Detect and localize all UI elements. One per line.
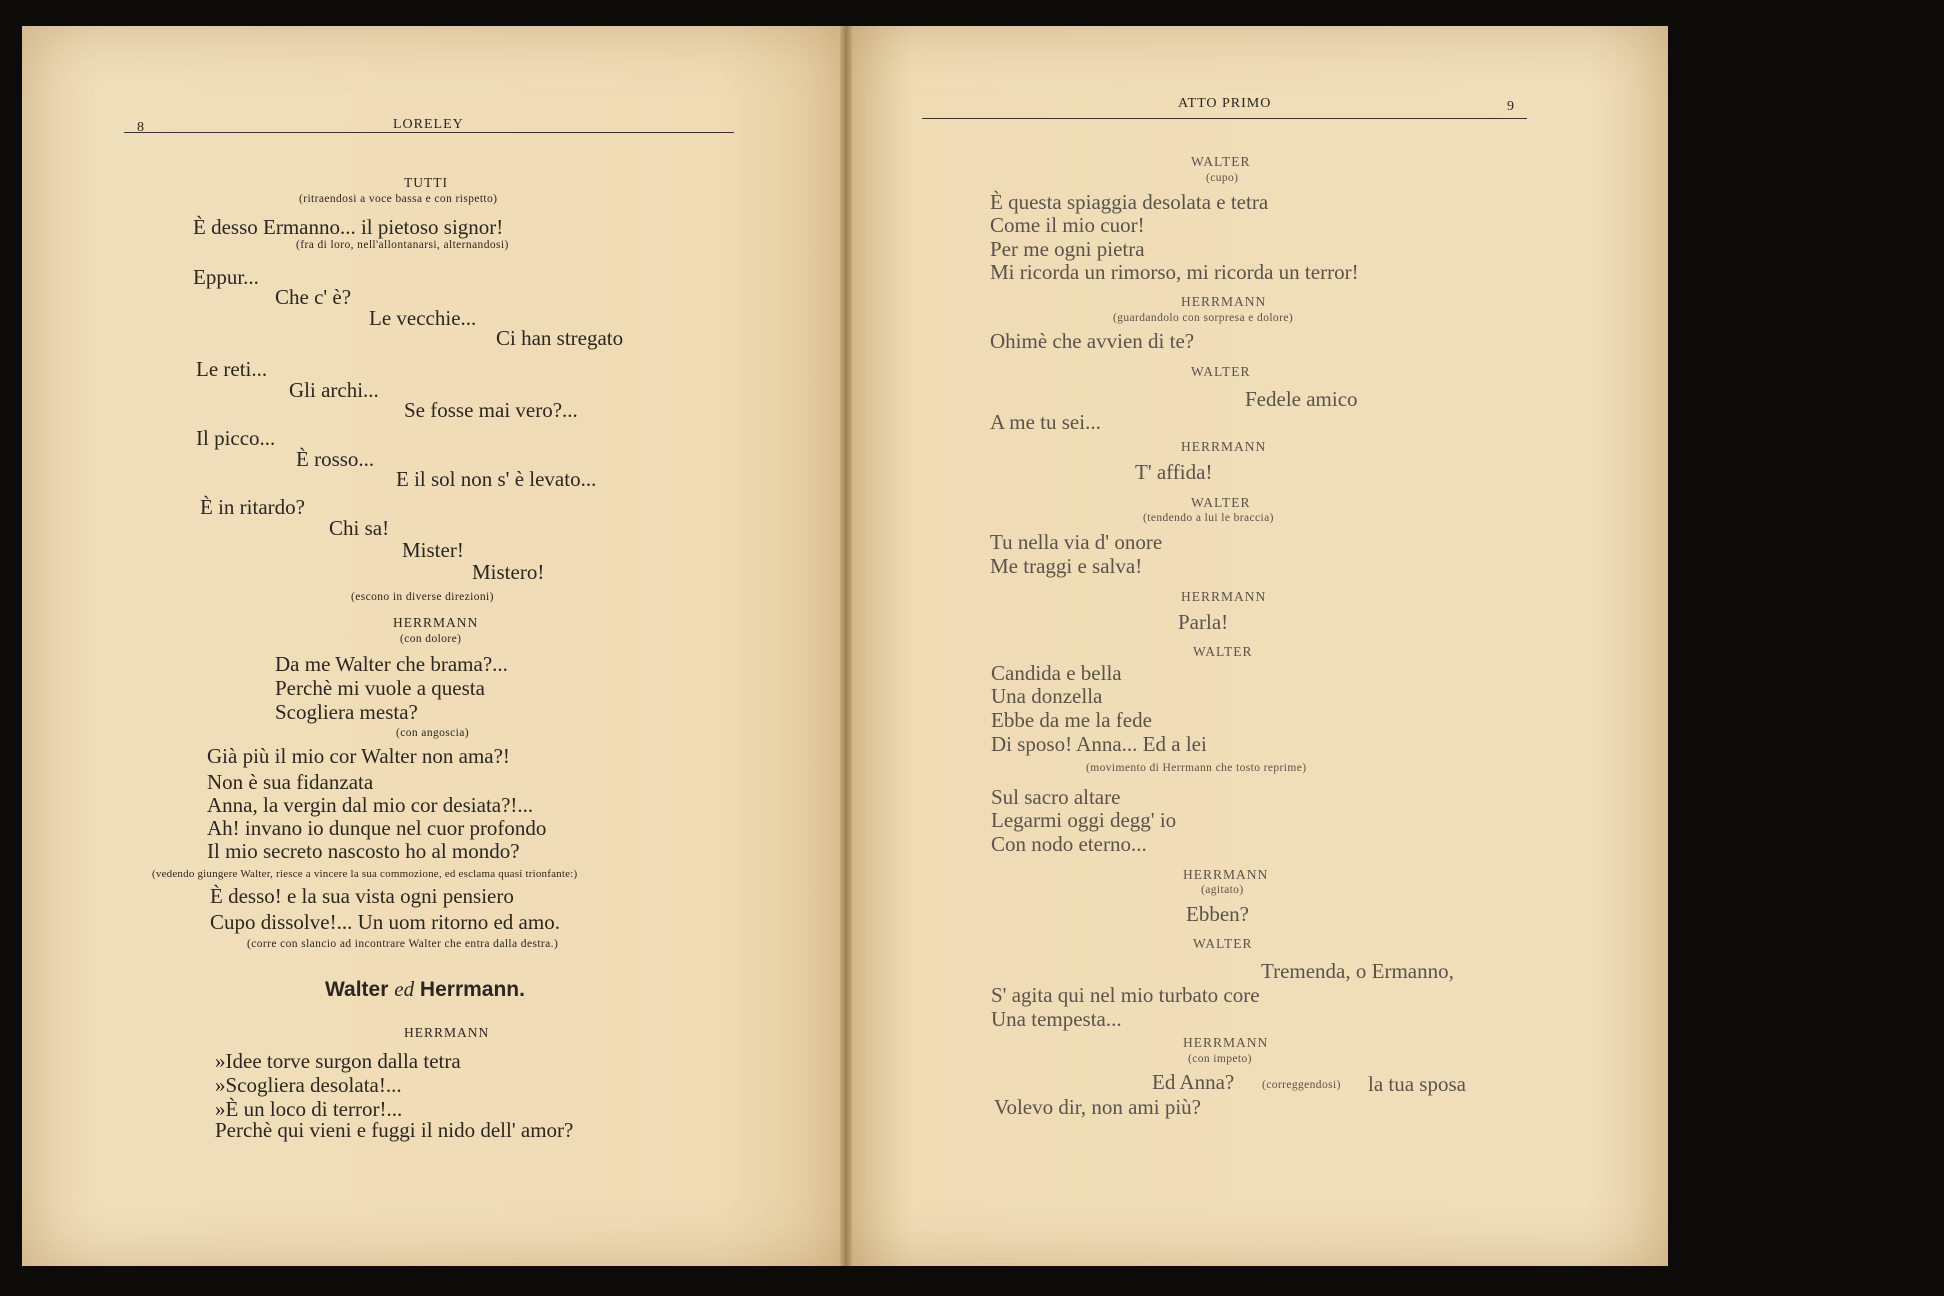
- book-gutter: [840, 26, 852, 1266]
- running-title-left: LORELEY: [393, 117, 464, 132]
- verse-line: Una donzella: [991, 684, 1103, 708]
- scene-heading-character: Walter: [325, 978, 389, 1001]
- verse-line: Ohimè che avvien di te?: [990, 329, 1195, 353]
- verse-line: la tua sposa: [1368, 1072, 1466, 1096]
- stage-direction: (vedendo giungere Walter, riesce a vincere la sua commozione, ed esclama quasi trionfante:): [152, 868, 578, 880]
- stage-direction: (guardandolo con sorpresa e dolore): [1113, 312, 1294, 324]
- speaker-label: TUTTI: [404, 175, 448, 190]
- verse-line: Scogliera mesta?: [275, 700, 418, 724]
- verse-line: Se fosse mai vero?...: [404, 398, 578, 422]
- verse-line: Me traggi e salva!: [990, 554, 1143, 578]
- verse-line: Ebbe da me la fede: [991, 708, 1152, 732]
- verse-line: Mister!: [402, 538, 464, 562]
- stage-direction: (con impeto): [1188, 1053, 1252, 1065]
- speaker-label: HERRMANN: [1183, 867, 1269, 882]
- verse-line: Le reti...: [196, 357, 268, 381]
- scene-heading: [325, 979, 525, 1000]
- verse-line: Perchè qui vieni e fuggi il nido dell' amor?: [215, 1118, 574, 1142]
- verse-line: Ci han stregato: [496, 326, 624, 350]
- stage-direction: (cupo): [1206, 172, 1239, 184]
- verse-line: Il mio secreto nascosto ho al mondo?: [207, 839, 520, 863]
- scene-heading-character: Herrmann.: [419, 978, 525, 1001]
- running-title-right: ATTO PRIMO: [1178, 96, 1272, 111]
- verse-line: Parla!: [1178, 610, 1229, 634]
- stage-direction: (con dolore): [400, 633, 462, 645]
- stage-direction: (con angoscia): [396, 727, 469, 739]
- stage-direction: (tendendo a lui le braccia): [1143, 512, 1274, 524]
- speaker-label: HERRMANN: [404, 1025, 490, 1040]
- speaker-label: HERRMANN: [1181, 439, 1267, 454]
- speaker-label: WALTER: [1193, 644, 1253, 659]
- speaker-label: HERRMANN: [1181, 294, 1267, 309]
- verse-line: Eppur...: [193, 265, 259, 289]
- verse-line: A me tu sei...: [990, 410, 1101, 434]
- verse-line: Chi sa!: [329, 516, 390, 540]
- verse-line: Con nodo eterno...: [991, 832, 1147, 856]
- speaker-label: HERRMANN: [1183, 1035, 1269, 1050]
- page-number-left: 8: [137, 120, 145, 135]
- left-page: [22, 26, 846, 1266]
- page-number-right: 9: [1507, 99, 1515, 114]
- stage-direction: (fra di loro, nell'allontanarsi, alternandosi): [296, 239, 509, 251]
- verse-line: Non è sua fidanzata: [207, 770, 374, 794]
- header-rule-right: [922, 118, 1527, 119]
- verse-line: È desso! e la sua vista ogni pensiero: [210, 884, 514, 908]
- verse-line: Tremenda, o Ermanno,: [1261, 959, 1454, 983]
- speaker-label: WALTER: [1191, 364, 1251, 379]
- speaker-label: WALTER: [1191, 495, 1251, 510]
- verse-line: Perchè mi vuole a questa: [275, 676, 485, 700]
- verse-line: Mistero!: [472, 560, 545, 584]
- verse-line: Da me Walter che brama?...: [275, 652, 508, 676]
- speaker-label: WALTER: [1191, 154, 1251, 169]
- stage-direction: (ritraendosi a voce bassa e con rispetto): [299, 193, 498, 205]
- verse-line: Tu nella via d' onore: [990, 530, 1163, 554]
- verse-line: Di sposo! Anna... Ed a lei: [991, 732, 1207, 756]
- stage-direction: (corre con slancio ad incontrare Walter che entra dalla destra.): [247, 938, 559, 950]
- verse-line: »Scogliera desolata!...: [215, 1073, 402, 1097]
- verse-line: Volevo dir, non ami più?: [994, 1095, 1201, 1119]
- stage-direction: (movimento di Herrmann che tosto reprime): [1086, 762, 1307, 774]
- verse-line: »Idee torve surgon dalla tetra: [215, 1049, 461, 1073]
- verse-line: Candida e bella: [991, 661, 1122, 685]
- verse-line: È rosso...: [296, 447, 375, 471]
- verse-line: S' agita qui nel mio turbato core: [991, 983, 1260, 1007]
- verse-line: È desso Ermanno... il pietoso signor!: [193, 215, 504, 239]
- verse-line: Fedele amico: [1245, 387, 1358, 411]
- verse-line: È in ritardo?: [200, 495, 305, 519]
- verse-line: Già più il mio cor Walter non ama?!: [207, 744, 510, 768]
- verse-line: Mi ricorda un rimorso, mi ricorda un terror!: [990, 260, 1359, 284]
- stage-direction: (escono in diverse direzioni): [351, 591, 494, 603]
- verse-line: Per me ogni pietra: [990, 237, 1145, 261]
- speaker-label: WALTER: [1193, 936, 1253, 951]
- verse-line: »È un loco di terror!...: [215, 1097, 403, 1121]
- verse-line: Come il mio cuor!: [990, 213, 1145, 237]
- verse-line: Che c' è?: [275, 285, 352, 309]
- verse-line: Una tempesta...: [991, 1007, 1122, 1031]
- stage-direction: (correggendosi): [1262, 1079, 1341, 1091]
- verse-line: E il sol non s' è levato...: [396, 467, 597, 491]
- verse-line: Ed Anna?: [1152, 1070, 1235, 1094]
- verse-line: Ah! invano io dunque nel cuor profondo: [207, 816, 547, 840]
- speaker-label: HERRMANN: [393, 615, 479, 630]
- verse-line: Il picco...: [196, 426, 276, 450]
- verse-line: Legarmi oggi degg' io: [991, 808, 1177, 832]
- scene-heading-connector: ed: [394, 977, 415, 1001]
- verse-line: È questa spiaggia desolata e tetra: [990, 190, 1269, 214]
- verse-line: Ebben?: [1186, 902, 1249, 926]
- speaker-label: HERRMANN: [1181, 589, 1267, 604]
- stage-direction: (agitato): [1201, 884, 1244, 896]
- verse-line: Le vecchie...: [369, 306, 477, 330]
- verse-line: Sul sacro altare: [991, 785, 1121, 809]
- verse-line: T' affida!: [1135, 460, 1213, 484]
- verse-line: Anna, la vergin dal mio cor desiata?!...: [207, 793, 534, 817]
- header-rule-left: [124, 132, 734, 133]
- verse-line: Cupo dissolve!... Un uom ritorno ed amo.: [210, 910, 560, 934]
- verse-line: Gli archi...: [289, 378, 379, 402]
